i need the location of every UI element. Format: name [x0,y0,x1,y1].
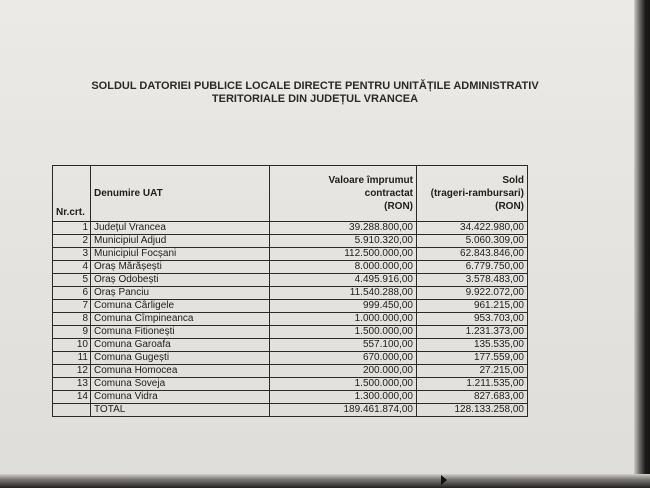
table-row [53,222,528,235]
row-name: Comuna Cârligele [91,300,270,313]
row-sold: 953.703,00 [417,313,528,326]
table-row [53,287,528,300]
table-row [53,326,528,339]
row-nr: 13 [53,378,91,391]
row-name: Municipiul Adjud [91,235,270,248]
header-name: Denumire UAT [91,166,270,222]
row-value: 39.288.800,00 [270,222,417,235]
header-nr: Nr.crt. [53,166,91,222]
row-name: Municipiul Focșani [91,248,270,261]
row-name: Comuna Fitionești [91,326,270,339]
row-name: Comuna Cîmpineanca [91,313,270,326]
row-sold: 827.683,00 [417,391,528,404]
row-name: Comuna Soveja [91,378,270,391]
row-sold: 961.215,00 [417,300,528,313]
row-nr: 14 [53,391,91,404]
table-row [53,391,528,404]
header-sold [417,166,528,222]
row-nr: 6 [53,287,91,300]
table-row [53,313,528,326]
row-sold: 3.578.483,00 [417,274,528,287]
row-value: 112.500.000,00 [270,248,417,261]
table-row [53,274,528,287]
row-name: Oraș Odobești [91,274,270,287]
row-nr: 10 [53,339,91,352]
row-value: 1.000.000,00 [270,313,417,326]
row-sold: 1.211.535,00 [417,378,528,391]
row-sold: 1.231.373,00 [417,326,528,339]
row-nr: 11 [53,352,91,365]
row-nr: 4 [53,261,91,274]
row-sold: 5.060.309,00 [417,235,528,248]
header-value [270,166,417,222]
total-sold: 128.133.258,00 [417,404,528,417]
header-value-line3: (RON) [384,201,413,212]
table-total-row [53,404,528,417]
row-value: 200.000,00 [270,365,417,378]
table-row [53,365,528,378]
title-line-1: SOLDUL DATORIEI PUBLICE LOCALE DIRECTE PENTRU UNITĂȚILE ADMINISTRATIV [91,80,539,92]
row-value: 1.300.000,00 [270,391,417,404]
header-sold-line3: (RON) [495,201,524,212]
row-nr: 2 [53,235,91,248]
row-sold: 135.535,00 [417,339,528,352]
total-nr [53,404,91,417]
row-nr: 8 [53,313,91,326]
row-sold: 177.559,00 [417,352,528,365]
row-value: 8.000.000,00 [270,261,417,274]
row-value: 1.500.000,00 [270,326,417,339]
row-sold: 34.422.980,00 [417,222,528,235]
row-name: Comuna Vidra [91,391,270,404]
title-line-2: TERITORIALE DIN JUDEȚUL VRANCEA [211,93,419,105]
header-sold-line1: Sold [502,175,524,186]
row-nr: 5 [53,274,91,287]
row-sold: 27.215,00 [417,365,528,378]
row-name: Județul Vrancea [91,222,270,235]
row-value: 5.910.320,00 [270,235,417,248]
table-row [53,261,528,274]
row-name: Comuna Gugești [91,352,270,365]
row-name: Oraș Panciu [91,287,270,300]
row-nr: 3 [53,248,91,261]
row-nr: 7 [53,300,91,313]
row-value: 557.100,00 [270,339,417,352]
total-value: 189.461.874,00 [270,404,417,417]
document-title [60,80,570,106]
row-value: 11.540.288,00 [270,287,417,300]
table-row [53,352,528,365]
debt-table [52,165,528,417]
table-row [53,248,528,261]
row-name: Comuna Homocea [91,365,270,378]
row-value: 999.450,00 [270,300,417,313]
row-value: 670.000,00 [270,352,417,365]
table-header-row [53,166,528,222]
row-sold: 6.779.750,00 [417,261,528,274]
row-name: Oraș Mărășești [91,261,270,274]
header-value-line2: contractat [364,188,413,199]
row-nr: 9 [53,326,91,339]
row-name: Comuna Garoafa [91,339,270,352]
monitor-bezel-bottom [0,474,650,488]
table-row [53,339,528,352]
row-nr: 1 [53,222,91,235]
row-value: 1.500.000,00 [270,378,417,391]
row-nr: 12 [53,365,91,378]
table-row [53,300,528,313]
row-sold: 62.843.846,00 [417,248,528,261]
row-sold: 9.922.072,00 [417,287,528,300]
row-value: 4.495.916,00 [270,274,417,287]
total-label: TOTAL [91,404,270,417]
table-row [53,235,528,248]
header-sold-line2: (trageri-rambursari) [430,188,524,199]
header-value-line1: Valoare împrumut [328,175,413,186]
table-row [53,378,528,391]
mouse-cursor-icon [441,475,447,485]
monitor-bezel-right [634,0,650,488]
